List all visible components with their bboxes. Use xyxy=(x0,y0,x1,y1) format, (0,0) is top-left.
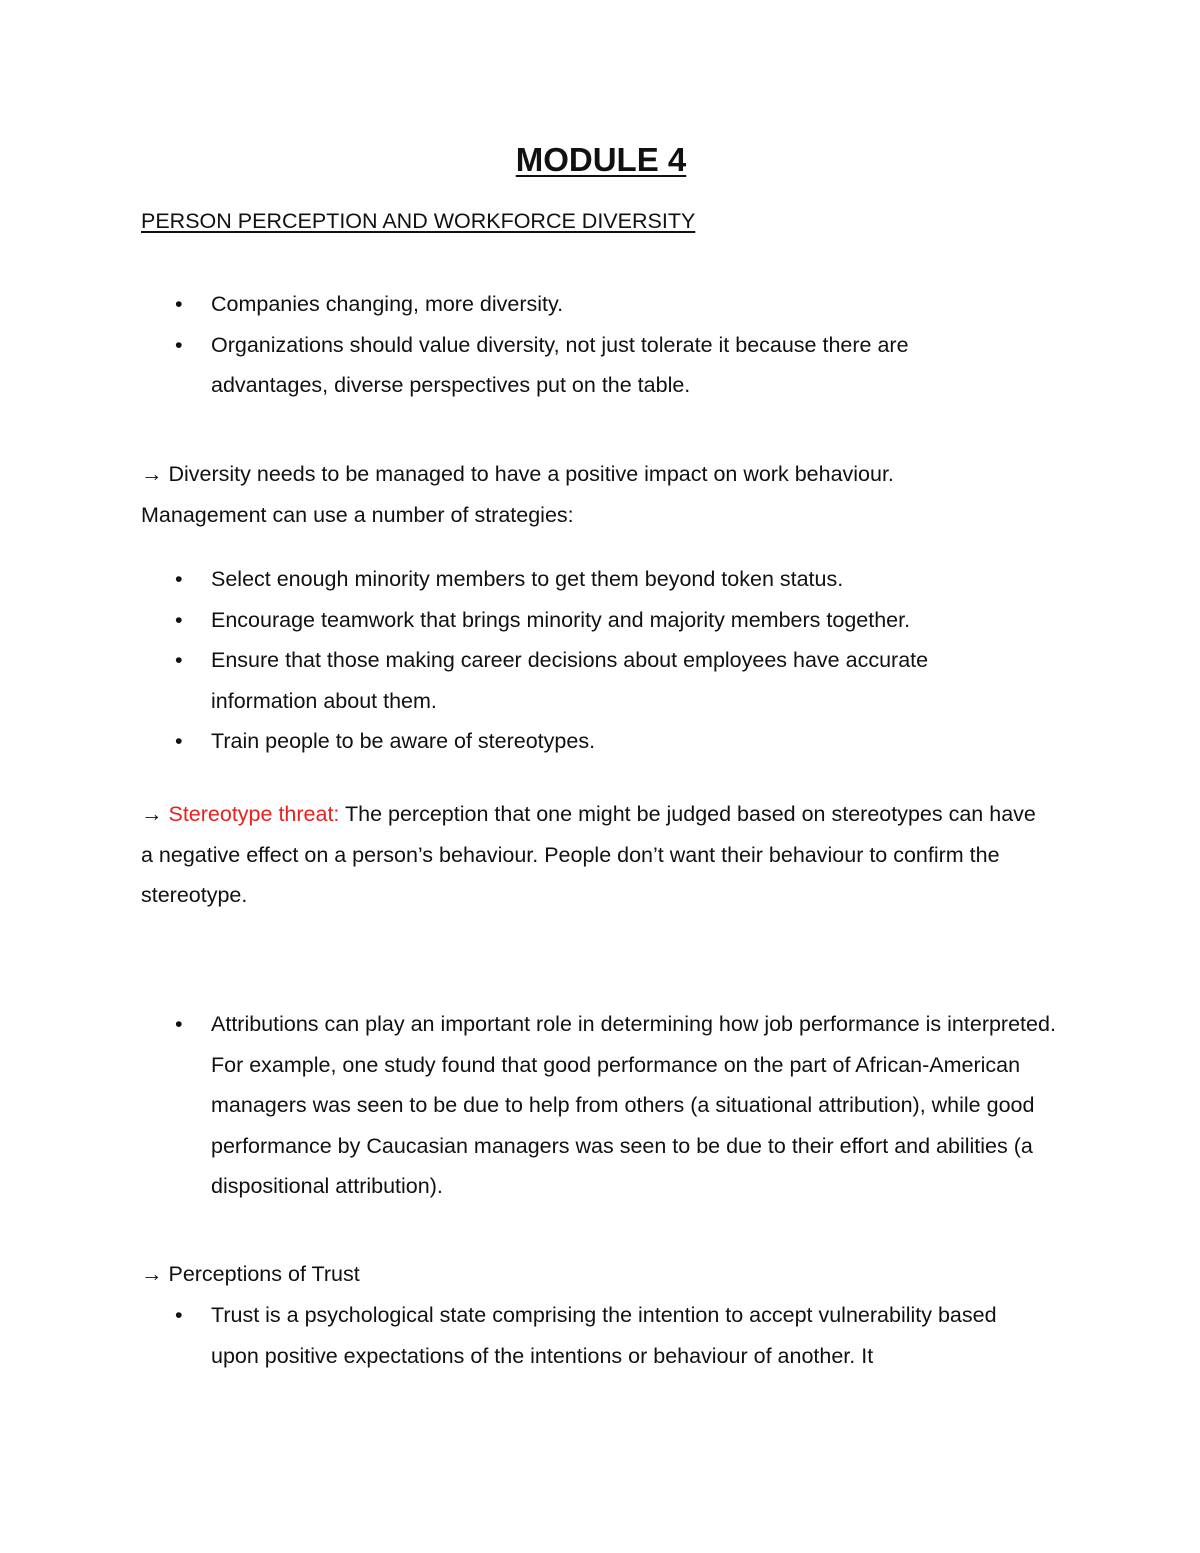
list-item: • Attributions can play an important role in determining how job performance is interpreted. For example, one study found that good performance on the part of African-American managers was seen to be due to help from others (a situational attribution), while good performance by Caucasian managers was seen to be due to their effort and abilities (a dispositional attribution). xyxy=(141,1004,1071,1207)
bullet-list-strategies xyxy=(141,559,1066,762)
bullet-list-trust xyxy=(141,1295,1066,1376)
list-item: • Select enough minority members to get them beyond token status. xyxy=(141,559,1066,600)
bullet-list-diversity xyxy=(141,284,1066,406)
bullet-icon: • xyxy=(175,1303,183,1327)
bullet-icon: • xyxy=(175,648,183,672)
paragraph-managing-diversity xyxy=(141,454,1066,535)
list-item: • Companies changing, more diversity. xyxy=(141,284,1066,325)
bullet-icon: • xyxy=(175,1012,183,1036)
list-item: • Encourage teamwork that brings minority and majority members together. xyxy=(141,600,1066,641)
page-title: MODULE 4 xyxy=(515,141,687,178)
bullet-icon: • xyxy=(175,567,183,591)
paragraph-stereotype-threat: → Stereotype threat: The perception that one might be judged based on stereotypes can have a negative effect on a person’s behaviour. People don’t want their behaviour to confirm the stereotype. xyxy=(141,802,1036,907)
list-item: • Organizations should value diversity, not just tolerate it because there are advantages, diverse perspectives put on the table. xyxy=(141,325,1001,406)
list-item: • Trust is a psychological state comprising the intention to accept vulnerability based upon positive expectations of the intentions or behaviour of another. It xyxy=(141,1295,1011,1376)
bullet-list-attributions xyxy=(141,1004,1066,1207)
bullet-icon: • xyxy=(175,332,183,357)
list-item: • Train people to be aware of stereotypes. xyxy=(141,721,1066,762)
stereotype-threat-term: Stereotype threat: xyxy=(168,802,340,826)
bullet-icon: • xyxy=(175,607,183,632)
bullet-icon: • xyxy=(175,729,183,753)
list-item: • Ensure that those making career decisions about employees have accurate information about them. xyxy=(141,640,1011,721)
paragraph-line: Management can use a number of strategies: xyxy=(141,502,574,527)
section-subtitle: PERSON PERCEPTION AND WORKFORCE DIVERSITY xyxy=(141,209,696,233)
trust-heading: → Perceptions of Trust xyxy=(141,1262,360,1286)
paragraph-line: → Diversity needs to be managed to have a positive impact on work behaviour. xyxy=(141,462,894,486)
bullet-icon: • xyxy=(175,292,183,316)
